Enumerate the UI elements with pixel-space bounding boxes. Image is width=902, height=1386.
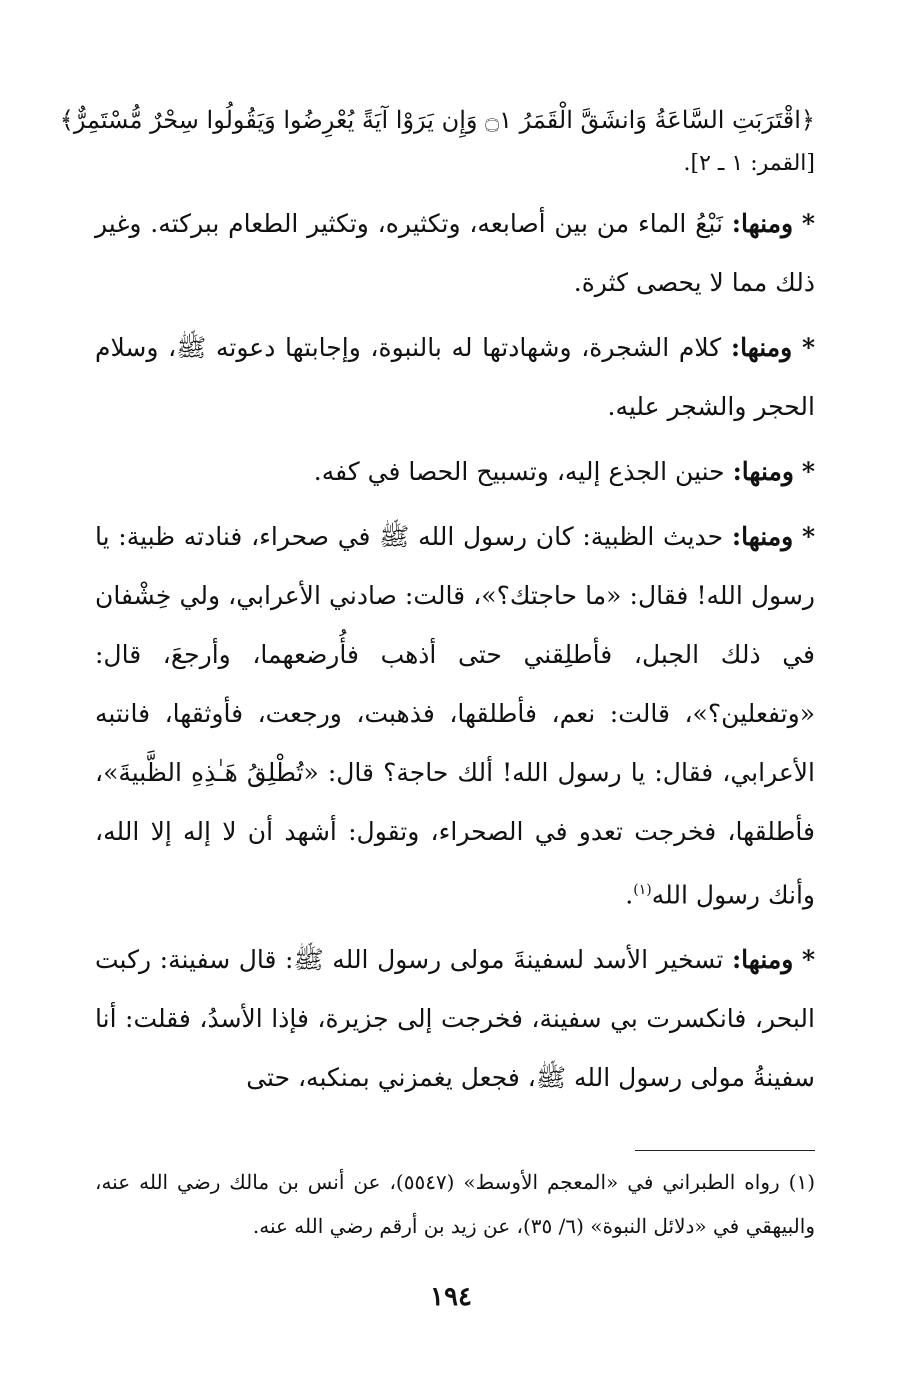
paragraph-tree-miracle <box>95 318 815 436</box>
paragraph-gazelle-hadith <box>95 507 815 924</box>
paragraph-text: تسخير الأسد لسفينةَ مولى رسول الله ﷺ: قال سفينة: ركبت البحر، فانكسرت بي سفينة، فخرجت إلى جزيرة، فإذا الأسدُ، فقلت: أنا سفينةُ مولى رسول الله ﷺ، فجعل يغمزني بمنكبه، حتى <box>95 945 815 1093</box>
bullet-star: * <box>801 522 816 551</box>
paragraph-text: حديث الظبية: كان رسول الله ﷺ في صحراء، فنادته ظبية: يا رسول الله! فقال: «ما حاجتك؟»، قالت: صادني الأعرابي، ولي خِشْفان في ذلك الجبل، فأطلِقني حتى أذهب فأُرضعهما، وأرجعَ، قال: «وتفعلين؟»، قالت: نعم، فأطلقها، فذهبت، ورجعت، فأوثقها، فانتبه الأعرابي، فقال: يا رسول الله! ألك حاجة؟ قال: «تُطْلِقُ هَـٰذِهِ الظَّبيةَ»، فأطلقها، فخرجت تعدو في الصحراء، وتقول: أشهد أن لا إله إلا الله، وأنك رسول الله <box>95 522 815 910</box>
footnote-section <box>95 1160 815 1248</box>
bullet-star: * <box>801 209 815 238</box>
bullet-star: * <box>801 333 816 362</box>
paragraph-water-miracle <box>95 194 815 312</box>
paragraph-lion-safina <box>95 930 815 1107</box>
paragraph-text: حنين الجذع إليه، وتسبيح الحصا في كفه. <box>313 457 725 486</box>
paragraph-lead: ومنها: <box>730 333 793 362</box>
page-body <box>59 100 816 1113</box>
footnote-number: (١) <box>788 1170 815 1194</box>
paragraph-lead: ومنها: <box>732 457 794 486</box>
footnote-divider <box>635 1150 815 1151</box>
paragraph-text: نَبْعُ الماء من بين أصابعه، وتكثيره، وتكثير الطعام ببركته. وغير ذلك مما لا يحصى كثرة. <box>95 209 815 297</box>
paragraph-trunk-miracle <box>95 442 815 501</box>
page-number: ١٩٤ <box>430 1282 472 1312</box>
quran-verse: ﴿اقْتَرَبَتِ السَّاعَةُ وَانشَقَّ الْقَمَرُ ۝١ وَإِن يَرَوْا آيَةً يُعْرِضُوا وَيَقُولُوا سِحْرٌ مُّسْتَمِرٌّ﴾ <box>59 106 815 134</box>
footnote-text: رواه الطبراني في «المعجم الأوسط» (٥٥٤٧)، عن أنس بن مالك رضي الله عنه، والبيهقي في «دلائل النبوة» (٦/ ٣٥)، عن زيد بن أرقم رضي الله عنه. <box>95 1170 815 1238</box>
paragraph-lead: ومنها: <box>731 209 794 238</box>
paragraph-lead: ومنها: <box>731 945 794 975</box>
paragraph-tail: . <box>625 880 634 910</box>
bullet-star: * <box>801 945 816 975</box>
footnote-marker[interactable]: (١) <box>633 882 652 898</box>
bullet-star: * <box>801 457 815 486</box>
paragraph-lead: ومنها: <box>731 522 794 551</box>
paragraph-text: كلام الشجرة، وشهادتها له بالنبوة، وإجابتها دعوته ﷺ، وسلام الحجر والشجر عليه. <box>95 333 815 421</box>
verse-reference: [القمر: ١ ـ ٢]. <box>683 151 815 176</box>
